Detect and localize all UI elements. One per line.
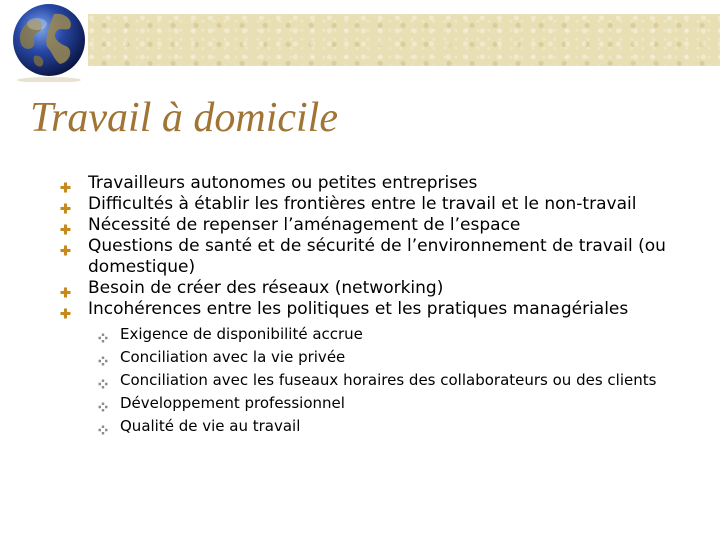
bullet-text: Besoin de créer des réseaux (networking) <box>88 278 444 298</box>
subbullet-text: Exigence de disponibilité accrue <box>120 325 363 343</box>
bullet-icon <box>60 178 71 189</box>
bullet-text: Nécessité de repenser l’aménagement de l’espace <box>88 215 521 235</box>
bullet-text: Difficultés à établir les frontières entre le travail et le non-travail <box>88 194 637 214</box>
subbullet-text: Développement professionnel <box>120 394 345 412</box>
bullet-text: Travailleurs autonomes ou petites entreprises <box>88 173 478 193</box>
subbullet-icon <box>98 352 108 362</box>
bullet-item <box>60 215 700 236</box>
subbullet-text: Conciliation avec les fuseaux horaires des collaborateurs ou des clients <box>120 371 657 389</box>
bullet-icon <box>60 283 71 294</box>
bullet-icon <box>60 220 71 231</box>
subbullet-icon <box>98 329 108 339</box>
subbullet-list <box>88 325 700 435</box>
bullet-item <box>60 299 700 435</box>
bullet-item <box>60 173 700 194</box>
bullet-text: Incohérences entre les politiques et les pratiques managériales <box>88 299 629 319</box>
globe-icon <box>4 2 96 82</box>
subbullet-text: Conciliation avec la vie privée <box>120 348 346 366</box>
slide-title: Travail à domicile <box>30 95 338 141</box>
bullet-text: Questions de santé et de sécurité de l’environnement de travail (ou domestique) <box>88 236 666 277</box>
bullet-item <box>60 278 700 299</box>
subbullet-item <box>92 394 700 412</box>
subbullet-item <box>92 325 700 343</box>
subbullet-text: Qualité de vie au travail <box>120 417 301 435</box>
bullet-icon <box>60 241 71 252</box>
subbullet-icon <box>98 398 108 408</box>
bullet-icon <box>60 199 71 210</box>
bullet-icon <box>60 304 71 315</box>
subbullet-item <box>92 348 700 366</box>
bullet-item <box>60 236 700 278</box>
bullet-item <box>60 194 700 215</box>
subbullet-icon <box>98 421 108 431</box>
bullet-list <box>60 173 700 440</box>
subbullet-icon <box>98 375 108 385</box>
subbullet-item <box>92 417 700 435</box>
subbullet-item <box>92 371 700 389</box>
header-band <box>88 14 720 66</box>
